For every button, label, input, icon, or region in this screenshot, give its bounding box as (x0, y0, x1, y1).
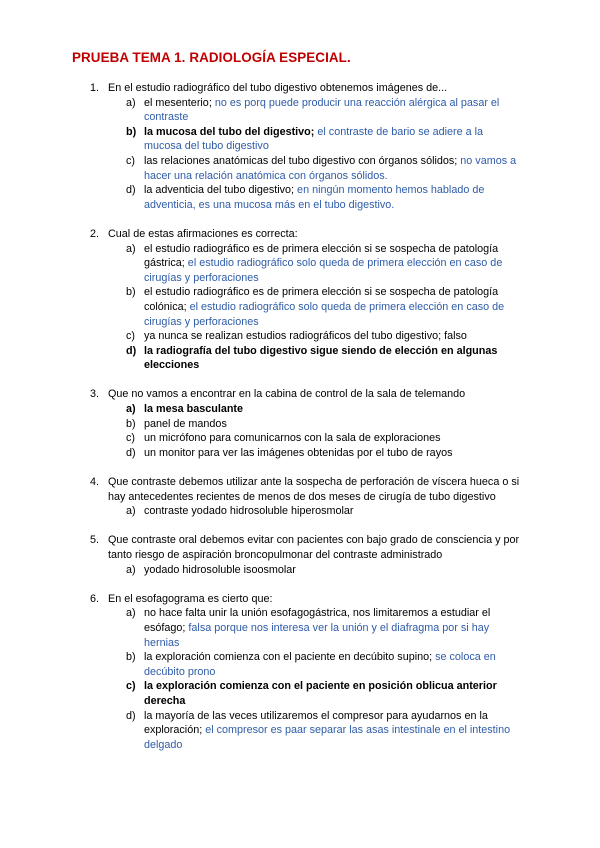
question-text: Que no vamos a encontrar en la cabina de control de la sala de telemando (108, 388, 466, 401)
question-5 (0, 533, 522, 577)
question-text: Que contraste debemos utilizar ante la sospecha de perforación de víscera hueca o si hay antecedentes recientes de menos de dos meses de cirugía de tubo digestivo (108, 476, 520, 503)
option-text: un micrófono para comunicarnos con la sala de exploraciones (144, 432, 441, 445)
question-text: En el estudio radiográfico del tubo digestivo obtenemos imágenes de... (108, 82, 448, 94)
option-d (108, 446, 522, 461)
option-comment: falsa porque nos interesa ver la unión y el diafragma por si hay hernias (144, 621, 490, 649)
option-letter: b) (126, 417, 136, 430)
option-letter: b) (126, 125, 137, 138)
option-comment: no vamos a hacer una relación anatómica con órganos sólidos. (144, 154, 517, 182)
option-a (108, 504, 522, 519)
option-text: yodado hidrosoluble isoosmolar (144, 563, 296, 576)
option-comment: el estudio radiográfico solo queda de primera elección en caso de cirugías y perforaciones (144, 257, 503, 284)
question-number: 2. (90, 227, 100, 240)
option-letter: c) (126, 154, 135, 167)
option-b (108, 650, 522, 679)
option-comment: se coloca en decúbito prono (144, 651, 496, 678)
option-letter: a) (126, 96, 136, 109)
option-list (108, 402, 522, 460)
option-list (108, 96, 522, 213)
option-text: el estudio radiográfico es de primera elección si se sospecha de patología gástrica; (144, 242, 499, 270)
option-text: la adventicia del tubo digestivo; (144, 184, 295, 197)
question-list (0, 81, 600, 767)
option-b (108, 417, 522, 432)
option-text: ya nunca se realizan estudios radiográficos del tubo digestivo; falso (144, 330, 467, 343)
option-text: contraste yodado hidrosoluble hiperosmolar (144, 505, 354, 518)
option-list (108, 242, 522, 373)
option-letter: a) (126, 563, 136, 576)
option-comment: el compresor es paar separar las asas intestinale en el intestino delgado (144, 724, 511, 751)
option-list (108, 606, 522, 752)
option-letter: d) (126, 184, 136, 197)
option-a (108, 563, 522, 578)
option-list (108, 504, 522, 519)
question-6 (0, 592, 522, 753)
option-letter: b) (126, 286, 136, 299)
option-c (108, 329, 522, 344)
option-text: la mayoría de las veces utilizaremos el compresor para ayudarnos en la exploración; (144, 709, 488, 737)
option-c (108, 154, 522, 183)
option-b (108, 285, 522, 329)
option-d-correct (108, 344, 522, 373)
option-letter: b) (126, 651, 136, 664)
option-text: el estudio radiográfico es de primera elección si se sospecha de patología colónica; (144, 286, 499, 313)
option-letter: d) (126, 344, 137, 357)
question-text: Cual de estas afirmaciones es correcta: (108, 227, 298, 240)
option-letter: a) (126, 242, 136, 255)
option-comment: el estudio radiográfico solo queda de primera elección en caso de cirugías y perforaciones (144, 300, 505, 328)
question-2 (0, 227, 522, 373)
question-number: 5. (90, 534, 100, 547)
option-letter: d) (126, 709, 136, 722)
option-comment: en ningún momento hemos hablado de adventicia, es una mucosa más en el tubo digestivo. (144, 184, 485, 211)
option-letter: c) (126, 680, 136, 693)
option-c (108, 431, 522, 446)
option-text: no hace falta unir la unión esofagogástrica, nos limitaremos a estudiar el esófago; (144, 607, 491, 634)
option-text: el mesenterio; (144, 96, 212, 109)
option-a (108, 96, 522, 125)
option-text: la mucosa del tubo del digestivo; (144, 125, 315, 138)
option-list (108, 563, 522, 578)
option-a (108, 606, 522, 650)
option-comment: el contraste de bario se adiere a la mucosa del tubo digestivo (144, 125, 484, 153)
option-text: las relaciones anatómicas del tubo digestivo con órganos sólidos; (144, 154, 458, 167)
option-letter: c) (126, 330, 135, 343)
option-a-correct (108, 402, 522, 417)
question-text: Que contraste oral debemos evitar con pacientes con bajo grado de consciencia y por tanto riesgo de aspiración broncopulmonar del contraste administrado (108, 534, 520, 561)
option-text: un monitor para ver las imágenes obtenidas por el tubo de rayos (144, 446, 453, 459)
option-text: la exploración comienza con el paciente en decúbito supino; (144, 651, 433, 664)
option-letter: a) (126, 505, 136, 518)
option-text: la mesa basculante (144, 403, 244, 416)
option-d (108, 709, 522, 753)
question-1 (0, 81, 522, 212)
option-a (108, 242, 522, 286)
option-comment: no es porq puede producir una reacción alérgica al pasar el contraste (144, 96, 500, 124)
option-text: la radiografía del tubo digestivo sigue siendo de elección en algunas elecciones (144, 344, 498, 372)
question-number: 6. (90, 592, 100, 605)
option-b-correct (108, 125, 522, 154)
option-letter: d) (126, 446, 136, 459)
option-text: la exploración comienza con el paciente en posición oblicua anterior derecha (144, 680, 497, 707)
option-letter: c) (126, 432, 135, 445)
question-number: 3. (90, 388, 100, 401)
option-d (108, 183, 522, 212)
option-c-correct (108, 679, 522, 708)
option-letter: a) (126, 403, 136, 416)
page-title: PRUEBA TEMA 1. RADIOLOGÍA ESPECIAL. (72, 50, 351, 65)
option-letter: a) (126, 607, 136, 620)
question-number: 4. (90, 476, 100, 489)
question-4 (0, 475, 522, 519)
question-text: En el esofagograma es cierto que: (108, 592, 273, 605)
option-text: panel de mandos (144, 417, 227, 430)
question-3 (0, 387, 522, 460)
question-number: 1. (90, 82, 100, 94)
